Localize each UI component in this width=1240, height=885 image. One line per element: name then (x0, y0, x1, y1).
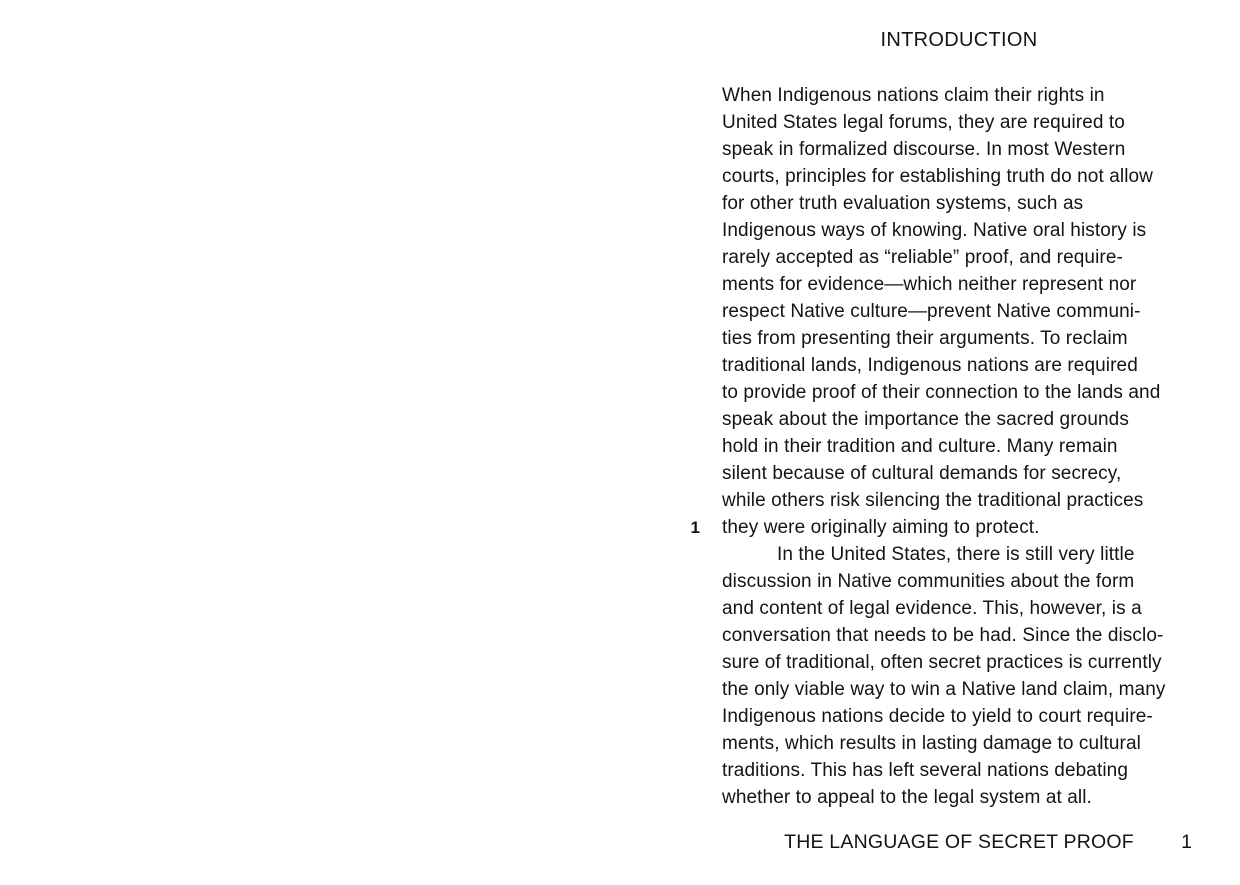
text-line: to provide proof of their connection to the lands and (722, 382, 1161, 403)
text-line: traditional lands, Indigenous nations are required (722, 355, 1138, 376)
page-footer (722, 829, 1196, 855)
text-line: ments for evidence—which neither represent nor (722, 274, 1137, 295)
text-line: respect Native culture—prevent Native communi- (722, 301, 1141, 322)
text-line: speak in formalized discourse. In most Western (722, 139, 1126, 160)
text-line: ties from presenting their arguments. To reclaim (722, 328, 1128, 349)
text-line: silent because of cultural demands for secrecy, (722, 463, 1122, 484)
text-line: whether to appeal to the legal system at all. (722, 787, 1092, 808)
text-line: traditions. This has left several nations debating (722, 760, 1128, 781)
text-line: hold in their tradition and culture. Many remain (722, 436, 1118, 457)
text-line: courts, principles for establishing truth do not allow (722, 166, 1154, 187)
text-line: speak about the importance the sacred grounds (722, 409, 1129, 430)
text-line: In the United States, there is still very little (777, 544, 1135, 565)
text-line: United States legal forums, they are required to (722, 112, 1125, 133)
paragraph (722, 541, 1222, 811)
text-line: conversation that needs to be had. Since the disclo- (722, 625, 1164, 646)
text-line: ments, which results in lasting damage to cultural (722, 733, 1141, 754)
text-line: they were originally aiming to protect. (722, 517, 1040, 538)
text-line: the only viable way to win a Native land claim, many (722, 679, 1166, 700)
text-line: Indigenous ways of knowing. Native oral history is (722, 220, 1147, 241)
text-line: sure of traditional, often secret practices is currently (722, 652, 1162, 673)
text-line: When Indigenous nations claim their rights in (722, 85, 1105, 106)
text-line: Indigenous nations decide to yield to court require- (722, 706, 1153, 727)
footer-title: THE LANGUAGE OF SECRET PROOF (784, 831, 1134, 853)
text-line: for other truth evaluation systems, such as (722, 193, 1084, 214)
footnote-marker: 1 (690, 518, 700, 537)
running-head: INTRODUCTION (880, 29, 1038, 51)
body-text (722, 82, 1222, 811)
text-line: discussion in Native communities about the form (722, 571, 1135, 592)
text-line: and content of legal evidence. This, however, is a (722, 598, 1142, 619)
page-number: 1 (1181, 831, 1192, 853)
paragraph (722, 82, 1222, 541)
text-line: while others risk silencing the traditional practices (722, 490, 1144, 511)
text-line: rarely accepted as “reliable” proof, and require- (722, 247, 1123, 268)
